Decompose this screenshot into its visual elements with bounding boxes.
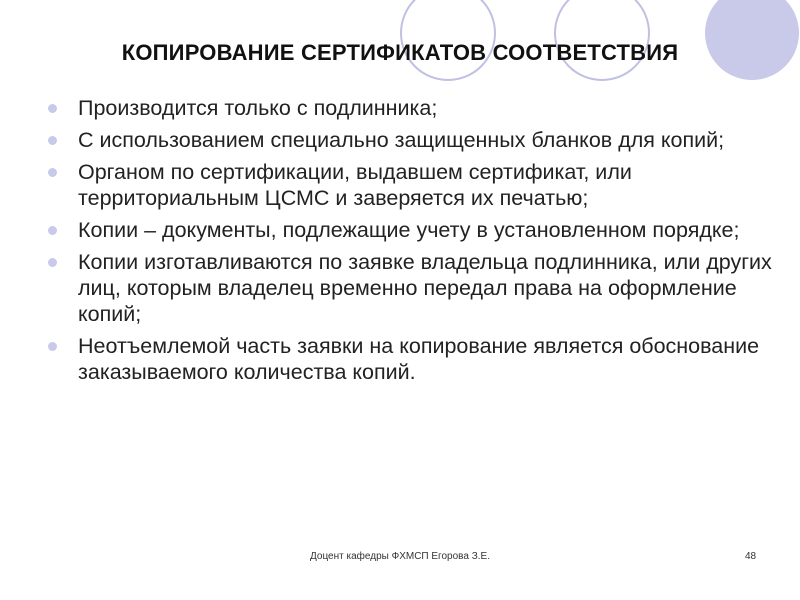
page-number: 48	[745, 551, 757, 562]
bullet-text: С использованием специально защищенных бланков для копий;	[78, 128, 725, 152]
bullet-dot-icon	[48, 168, 57, 177]
bullet-list	[44, 95, 784, 391]
bullet-item	[44, 95, 784, 121]
bullet-item	[44, 249, 784, 327]
bullet-text: Копии – документы, подлежащие учету в установленном порядке;	[78, 218, 740, 242]
slide-footer	[0, 551, 800, 565]
bullet-text: Неотъемлемой часть заявки на копирование является обоснование заказываемого количества копий.	[78, 334, 760, 384]
footer-author: Доцент кафедры ФХМСП Егорова З.Е.	[310, 551, 490, 562]
bullet-dot-icon	[48, 136, 57, 145]
bullet-dot-icon	[48, 258, 57, 267]
bullet-item	[44, 333, 784, 385]
bullet-text: Копии изготавливаются по заявке владельца подлинника, или других лиц, которым владелец временно передал права на оформление копий;	[78, 250, 772, 326]
bullet-item	[44, 127, 784, 153]
bullet-item	[44, 159, 784, 211]
bullet-dot-icon	[48, 226, 57, 235]
bullet-item	[44, 217, 784, 243]
bullet-text: Производится только с подлинника;	[78, 96, 438, 120]
bullet-text: Органом по сертификации, выдавшем сертификат, или территориальным ЦСМС и заверяется их печатью;	[78, 160, 632, 210]
bullet-dot-icon	[48, 342, 57, 351]
bullet-dot-icon	[48, 104, 57, 113]
slide-title: КОПИРОВАНИЕ СЕРТИФИКАТОВ СООТВЕТСТВИЯ	[121, 40, 679, 65]
